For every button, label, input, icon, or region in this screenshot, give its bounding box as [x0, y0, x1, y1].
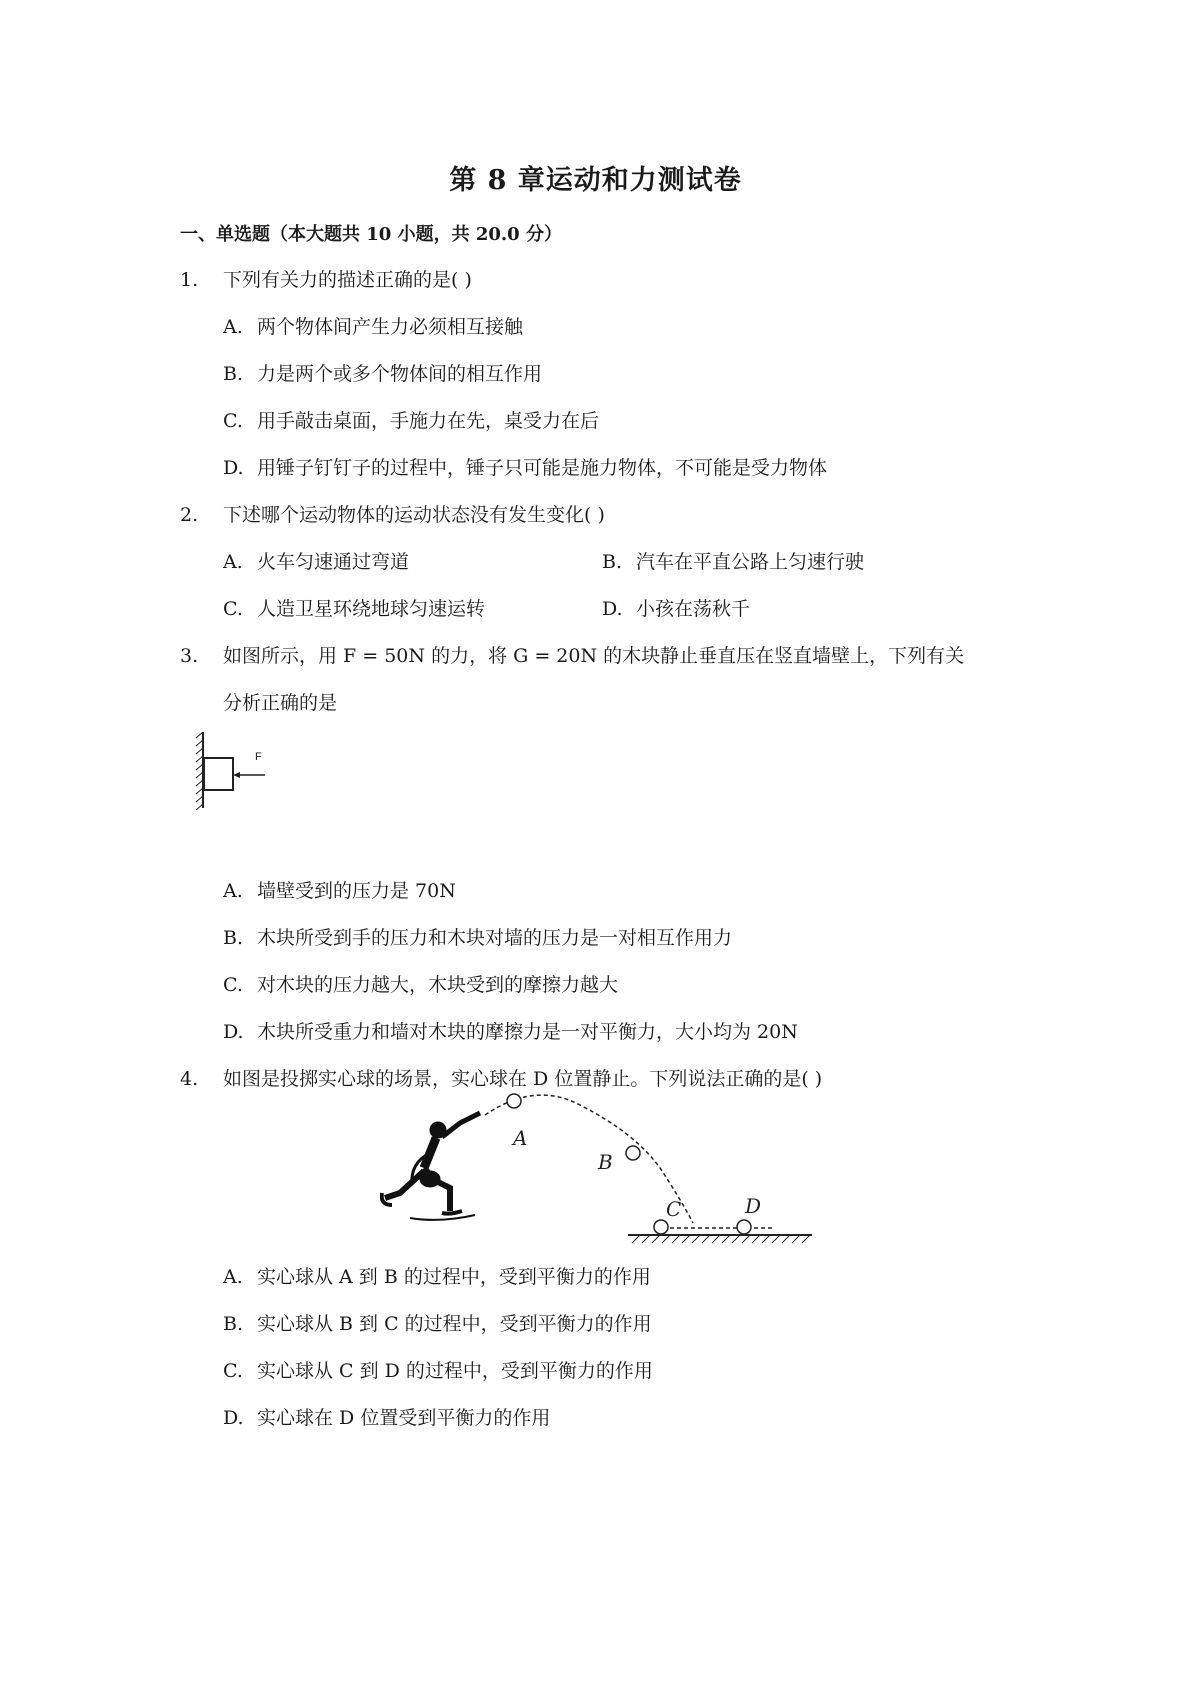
option-3b: [223, 923, 732, 950]
option-label: B.: [223, 363, 244, 385]
option-text: 力是两个或多个物体间的相互作用: [257, 363, 543, 385]
option-label: D.: [223, 1407, 244, 1429]
option-3c: [223, 970, 618, 997]
section-heading: 一、单选题（本大题共 10 小题，共 20.0 分）: [180, 224, 562, 245]
option-text: 实心球从 A 到 B 的过程中，受到平衡力的作用: [257, 1266, 651, 1288]
arrow-head: [233, 772, 240, 778]
ball-a: [507, 1094, 521, 1108]
question-1: [180, 265, 472, 292]
wall-hatch: [196, 732, 203, 810]
option-label: A.: [223, 316, 243, 338]
option-1b: [223, 359, 542, 386]
trajectory-path: [485, 1095, 693, 1223]
option-label: C.: [223, 974, 243, 996]
shot-put-figure: [380, 1093, 820, 1253]
option-text: 用锤子钉钉子的过程中，锤子只可能是施力物体，不可能是受力物体: [257, 457, 828, 479]
ground-hatch: [632, 1235, 810, 1243]
option-label: C.: [223, 410, 243, 432]
question-4: [180, 1064, 822, 1091]
question-stem: 下述哪个运动物体的运动状态没有发生变化( ): [223, 504, 605, 526]
ball-d: [737, 1220, 751, 1234]
label-a: A: [513, 1126, 528, 1150]
option-text: 火车匀速通过弯道: [257, 551, 410, 573]
wood-block: [204, 758, 233, 790]
option-3d: [223, 1017, 798, 1044]
question-number: 3.: [180, 645, 199, 667]
option-4b: [223, 1309, 652, 1336]
option-2b: [602, 547, 864, 574]
option-3a: [223, 876, 456, 903]
option-label: D.: [602, 598, 623, 620]
label-b: B: [598, 1150, 613, 1174]
ball-c: [654, 1220, 668, 1234]
option-label: B.: [223, 1313, 244, 1335]
option-text: 汽车在平直公路上匀速行驶: [636, 551, 865, 573]
option-text: 实心球从 C 到 D 的过程中，受到平衡力的作用: [257, 1360, 653, 1382]
option-label: A.: [223, 880, 243, 902]
force-label: F: [255, 751, 262, 763]
wall-block-figure: [195, 730, 285, 810]
option-text: 用手敲击桌面，手施力在先，桌受力在后: [257, 410, 600, 432]
option-4c: [223, 1356, 653, 1383]
option-1c: [223, 406, 599, 433]
question-stem: 如图是投掷实心球的场景，实心球在 D 位置静止。下列说法正确的是( ): [223, 1068, 823, 1090]
option-label: A.: [223, 551, 243, 573]
option-label: B.: [602, 551, 623, 573]
option-text: 墙壁受到的压力是 70N: [257, 880, 456, 902]
question-stem-line2: 分析正确的是: [223, 692, 338, 714]
option-2d: [602, 594, 750, 621]
option-text: 对木块的压力越大，木块受到的摩擦力越大: [257, 974, 619, 996]
option-label: D.: [223, 457, 244, 479]
option-text: 小孩在荡秋千: [636, 598, 751, 620]
question-3: [180, 641, 964, 668]
option-text: 人造卫星环绕地球匀速运转: [257, 598, 486, 620]
athlete-figure: [382, 1113, 480, 1220]
option-text: 木块所受重力和墙对木块的摩擦力是一对平衡力，大小均为 20N: [257, 1021, 798, 1043]
option-text: 实心球从 B 到 C 的过程中，受到平衡力的作用: [257, 1313, 652, 1335]
option-1d: [223, 453, 827, 480]
option-2a: [223, 547, 409, 574]
question-stem: 下列有关力的描述正确的是( ): [223, 269, 472, 291]
option-label: C.: [223, 598, 243, 620]
question-stem-line1: 如图所示，用 F = 50N 的力，将 G = 20N 的木块静止垂直压在竖直墙壁上，下列有关: [223, 645, 965, 667]
option-label: A.: [223, 1266, 243, 1288]
option-4d: [223, 1403, 550, 1430]
option-label: B.: [223, 927, 244, 949]
option-label: D.: [223, 1021, 244, 1043]
option-4a: [223, 1262, 651, 1289]
ball-b: [626, 1146, 640, 1160]
option-text: 木块所受到手的压力和木块对墙的压力是一对相互作用力: [257, 927, 733, 949]
label-c: C: [666, 1197, 682, 1221]
question-number: 1.: [180, 269, 199, 291]
option-label: C.: [223, 1360, 243, 1382]
option-2c: [223, 594, 485, 621]
option-1a: [223, 312, 523, 339]
question-number: 4.: [180, 1068, 199, 1090]
option-text: 两个物体间产生力必须相互接触: [257, 316, 524, 338]
page-title: 第 8 章运动和力测试卷: [449, 165, 742, 196]
question-2: [180, 500, 605, 527]
question-number: 2.: [180, 504, 199, 526]
option-text: 实心球在 D 位置受到平衡力的作用: [257, 1407, 551, 1429]
label-d: D: [745, 1194, 762, 1218]
